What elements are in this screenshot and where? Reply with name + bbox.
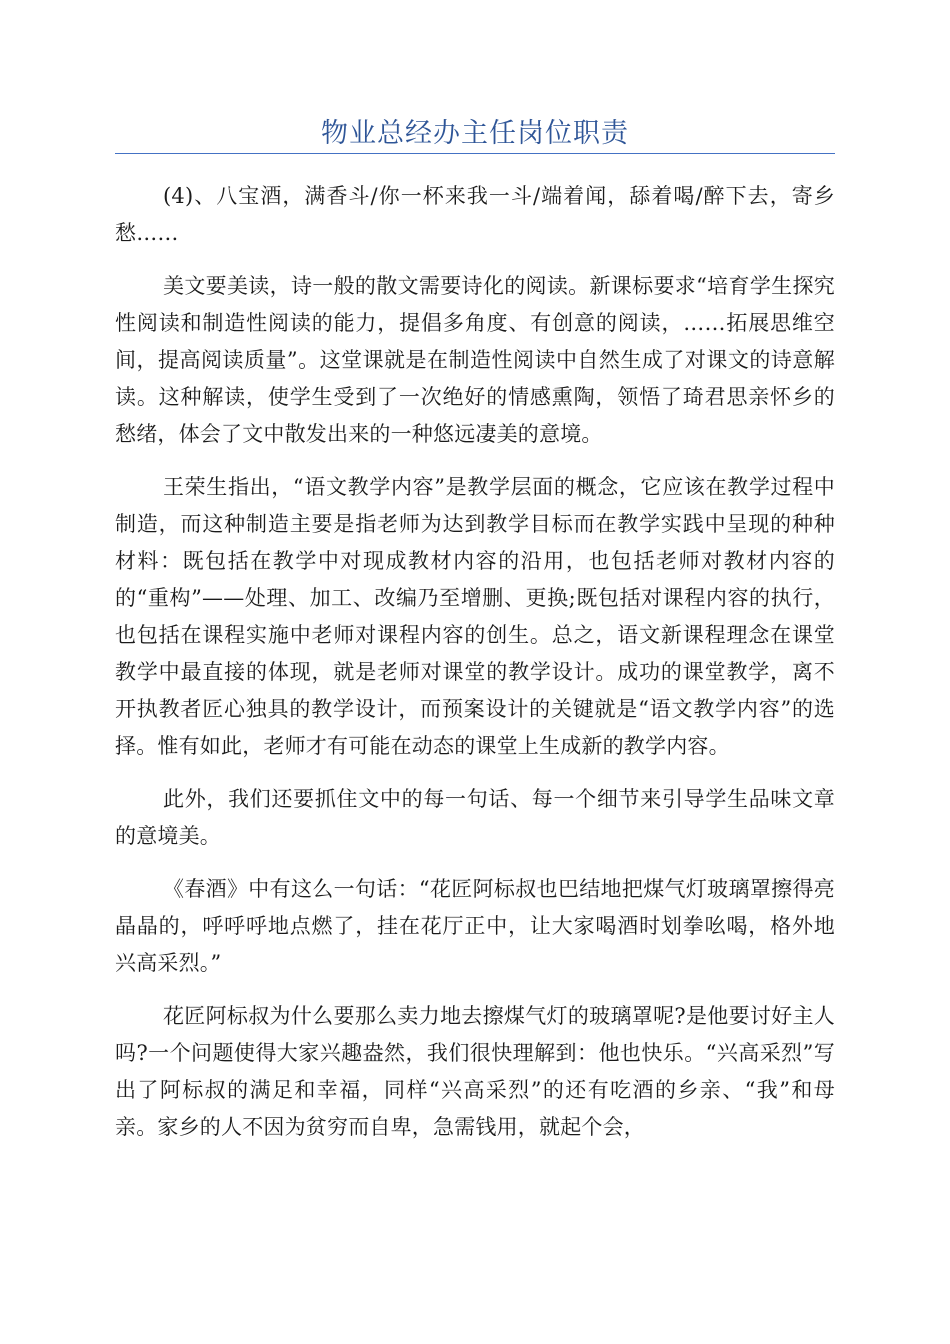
paragraph-2: 美文要美读，诗一般的散文需要诗化的阅读。新课标要求“培育学生探究性阅读和制造性阅读的能力，提倡多角度、有创意的阅读，……拓展思维空间，提高阅读质量”。这堂课就是在制造性阅读中自然生成了对课文的诗意解读。这种解读，使学生受到了一次绝好的情感熏陶，领悟了琦君思亲怀乡的愁绪，体会了文中散发出来的一种悠远凄美的意境。 bbox=[115, 274, 835, 446]
paragraph-4: 此外，我们还要抓住文中的每一句话、每一个细节来引导学生品味文章的意境美。 bbox=[115, 787, 835, 848]
paragraph-1: (4)、八宝酒，满香斗/你一杯来我一斗/端着闻，舔着喝/醉下去，寄乡愁…… bbox=[115, 184, 835, 245]
paragraph-6: 花匠阿标叔为什么要那么卖力地去擦煤气灯的玻璃罩呢?是他要讨好主人吗?一个问题使得大家兴趣盎然，我们很快理解到：他也快乐。“兴高采烈”写出了阿标叔的满足和幸福，同样“兴高采烈”的还有吃酒的乡亲、“我”和母亲。家乡的人不因为贫穷而自卑，急需钱用，就起个会， bbox=[115, 1004, 835, 1139]
paragraph-5: 《春酒》中有这么一句话：“花匠阿标叔也巴结地把煤气灯玻璃罩擦得亮晶晶的，呼呼呼地点燃了，挂在花厅正中，让大家喝酒时划拳吆喝，格外地兴高采烈。” bbox=[115, 877, 835, 975]
paragraph-3: 王荣生指出，“语文教学内容”是教学层面的概念，它应该在教学过程中制造，而这种制造主要是指老师为达到教学目标而在教学实践中呈现的种种材料：既包括在教学中对现成教材内容的沿用，也包括老师对教材内容的的“重构”——处理、加工、改编乃至增删、更换;既包括对课程内容的执行，也包括在课程实施中老师对课程内容的创生。总之，语文新课程理念在课堂教学中最直接的体现，就是老师对课堂的教学设计。成功的课堂教学，离不开执教者匠心独具的教学设计，而预案设计的关键就是“语文教学内容”的选择。惟有如此，老师才有可能在动态的课堂上生成新的教学内容。 bbox=[115, 475, 835, 758]
page-title: 物业总经办主任岗位职责 bbox=[321, 118, 629, 149]
title-underline bbox=[115, 153, 835, 154]
document-body bbox=[115, 178, 835, 1162]
